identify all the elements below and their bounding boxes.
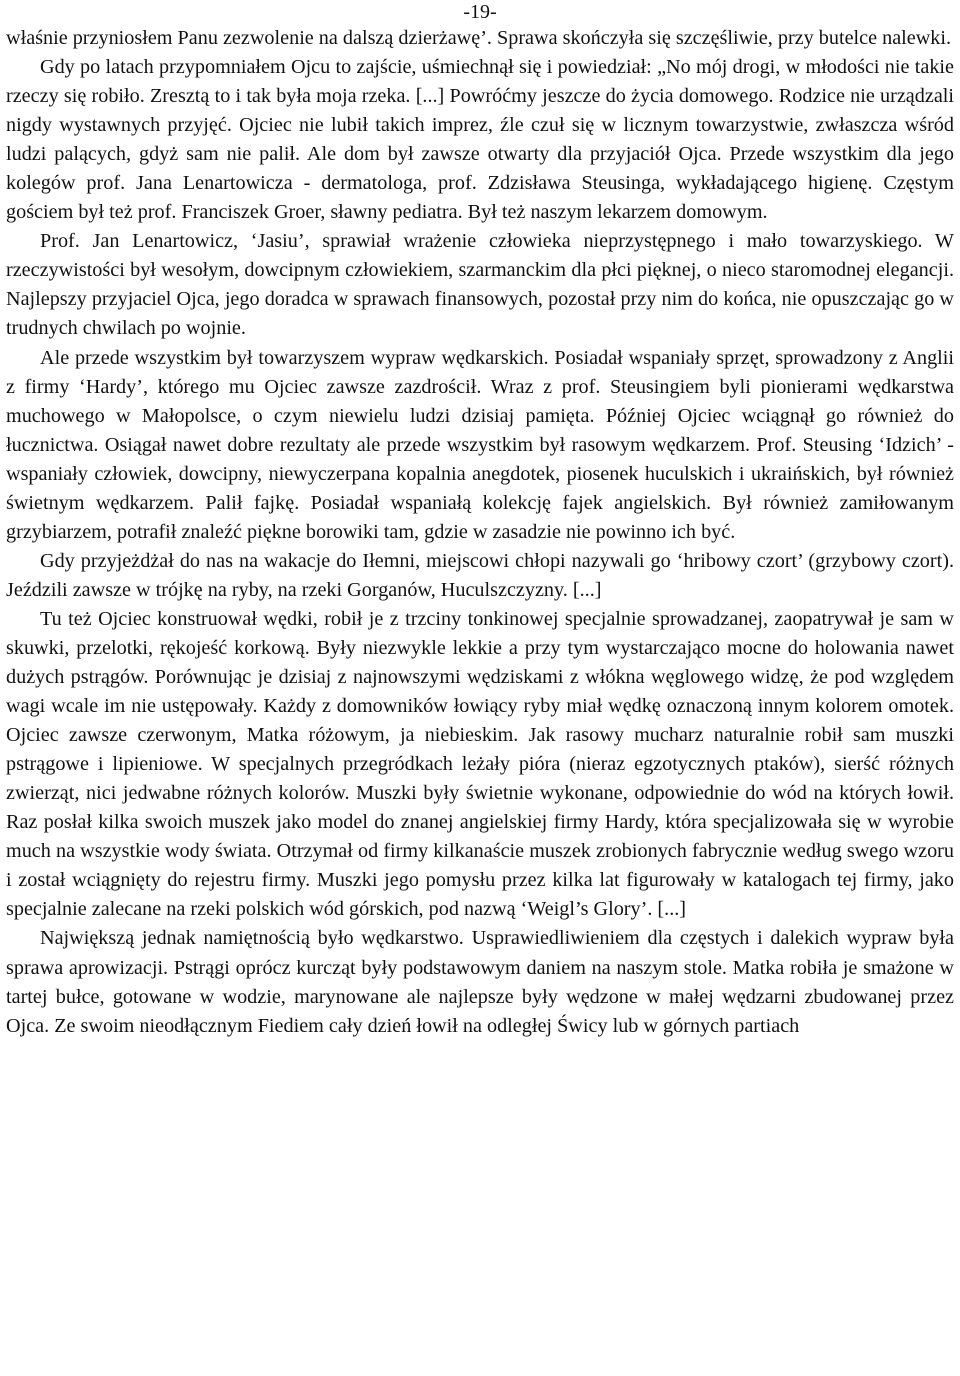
paragraph-2: Gdy po latach przypomniałem Ojcu to zajście, uśmiechnął się i powiedział: „No mój drogi, w młodości nie takie rzeczy się robiło. Zresztą to i tak była moja rzeka. [...] Powróćmy jeszcze do życia domowego. Rodzice nie urządzali nigdy wystawnych przyjęć. Ojciec nie lubił takich imprez, źle czuł się w licznym towarzystwie, zwłaszcza wśród ludzi palących, gdyż sam nie palił. Ale dom był zawsze otwarty dla przyjaciół Ojca. Przede wszystkim dla jego kolegów prof. Jana Lenartowicza - dermatologa, prof. Zdzisława Steusinga, wykładającego higienę. Częstym gościem był też prof. Franciszek Groer, sławny pediatra. Był też naszym lekarzem domowym.	[6, 56, 954, 224]
paragraph-3: Prof. Jan Lenartowicz, ‘Jasiu’, sprawiał wrażenie człowieka nieprzystępnego i mało towarzyskiego. W rzeczywistości był wesołym, dowcipnym człowiekiem, szarmanckim dla płci pięknej, o nieco staromodnej elegancji. Najlepszy przyjaciel Ojca, jego doradca w sprawach finansowych, pozostał przy nim do końca, nie opuszczając go w trudnych chwilach po wojnie.	[6, 230, 954, 340]
paragraph-1: właśnie przyniosłem Panu zezwolenie na dalszą dzierżawę’. Sprawa skończyła się szczęśliwie, przy butelce nalewki.	[6, 27, 952, 49]
paragraph-6: Tu też Ojciec konstruował wędki, robił je z trzciny tonkinowej specjalnie sprowadzanej, zaopatrywał je sam w skuwki, przelotki, rękojeść korkową. Były niezwykle lekkie a przy tym wystarczająco mocne do holowania nawet dużych pstrągów. Porównując je dzisiaj z najnowszymi wędziskami z włókna węglowego widzę, że pod względem wagi wcale im nie ustępowały. Każdy z domowników łowiący ryby miał wędkę oznaczoną innym kolorem omotek. Ojciec zawsze czerwonym, Matka różowym, ja niebieskim. Jak rasowy mucharz naturalnie robił sam muszki pstrągowe i lipieniowe. W specjalnych przegródkach leżały pióra (nieraz egzotycznych ptaków), sierść różnych zwierząt, nici jedwabne różnych kolorów. Muszki były świetnie wykonane, odpowiednie do wód na których łowił. Raz posłał kilka swoich muszek jako model do znanej angielskiej firmy Hardy, która specjalizowała się w wyrobie much na wszystkie wody świata. Otrzymał od firmy kilkanaście muszek zrobionych fabrycznie według swego wzoru i został wciągnięty do rejestru firmy. Muszki jego pomysłu przez kilka lat figurowały w katalogach tej firmy, jako specjalnie zalecane na rzeki polskich wód górskich, pod nazwą ‘Weigl’s Glory’. [...]	[6, 607, 954, 921]
page-number: -19-	[463, 1, 497, 23]
paragraph-5: Gdy przyjeżdżał do nas na wakacje do Iłemni, miejscowi chłopi nazywali go ‘hribowy czort’ (grzybowy czort). Jeździli zawsze w trójkę na ryby, na rzeki Gorganów, Huculszczyzny. [...]	[6, 549, 954, 601]
paragraph-7: Największą jednak namiętnością było wędkarstwo. Usprawiedliwieniem dla częstych i dalekich wypraw była sprawa aprowizacji. Pstrągi oprócz kurcząt były podstawowym daniem na naszym stole. Matka robiła je smażone w tartej bułce, gotowane w wodzie, marynowane ale najlepsze były wędzone w małej wędzarni zbudowanej przez Ojca. Ze swoim nieodłącznym Fiediem cały dzień łowił na odległej Świcy lub w górnych partiach	[6, 927, 954, 1037]
paragraph-4: Ale przede wszystkim był towarzyszem wypraw wędkarskich. Posiadał wspaniały sprzęt, sprowadzony z Anglii z firmy ‘Hardy’, którego mu Ojciec zawsze zazdrościł. Wraz z prof. Steusingiem byli pionierami wędkarstwa muchowego w Małopolsce, o czym niewielu ludzi dzisiaj pamięta. Później Ojciec wciągnął go również do łucznictwa. Osiągał nawet dobre rezultaty ale przede wszystkim był rasowym wędkarzem. Prof. Steusing ‘Idzich’ - wspaniały człowiek, dowcipny, niewyczerpana kopalnia anegdotek, piosenek huculskich i ukraińskich, był również świetnym wędkarzem. Palił fajkę. Posiadał wspaniałą kolekcję fajek angielskich. Był również zamiłowanym grzybiarzem, potrafił znaleźć piękne borowiki tam, gdzie w zasadzie nie powinno ich być.	[6, 346, 954, 543]
